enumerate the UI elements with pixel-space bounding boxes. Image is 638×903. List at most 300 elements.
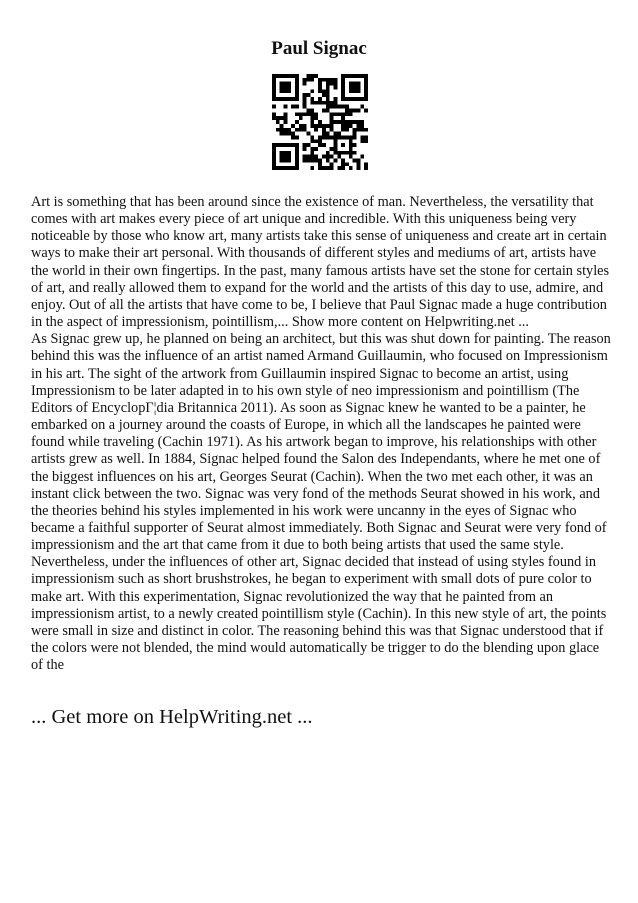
qr-module [318, 97, 322, 101]
qr-module [284, 97, 288, 101]
qr-module [276, 143, 280, 147]
qr-module [356, 128, 360, 132]
qr-module [310, 139, 314, 143]
qr-module [341, 116, 345, 120]
qr-module [284, 89, 288, 93]
qr-module [326, 86, 330, 90]
qr-module [353, 109, 357, 113]
qr-module [310, 151, 314, 155]
qr-module [356, 120, 360, 124]
qr-module [272, 93, 276, 97]
qr-module [322, 89, 326, 93]
show-more-link[interactable]: Show more content on Helpwriting.net ... [291, 314, 529, 331]
qr-module [360, 135, 364, 139]
qr-module [349, 89, 353, 93]
qr-module [295, 128, 299, 132]
qr-module [276, 116, 280, 120]
qr-module [318, 139, 322, 143]
qr-module [318, 101, 322, 105]
qr-module [314, 155, 318, 159]
qr-module [276, 120, 280, 124]
qr-module [356, 86, 360, 90]
qr-module [310, 109, 314, 113]
qr-module [303, 101, 307, 105]
qr-module [303, 93, 307, 97]
qr-module [272, 82, 276, 86]
qr-module [341, 143, 345, 147]
qr-module [295, 112, 299, 116]
qr-module [272, 105, 276, 109]
qr-module [333, 86, 337, 90]
qr-module [356, 74, 360, 78]
qr-module [314, 74, 318, 78]
qr-module [345, 109, 349, 113]
qr-module [310, 74, 314, 78]
qr-module [314, 101, 318, 105]
qr-module [284, 112, 288, 116]
qr-module [333, 112, 337, 116]
qr-module [326, 109, 330, 113]
qr-module [341, 166, 345, 170]
qr-module [353, 89, 357, 93]
qr-module [364, 139, 368, 143]
qr-module [303, 124, 307, 128]
qr-module [341, 158, 345, 162]
qr-module [310, 158, 314, 162]
qr-module [287, 151, 291, 155]
qr-module [356, 89, 360, 93]
qr-module [314, 158, 318, 162]
qr-module [330, 112, 334, 116]
qr-module [295, 86, 299, 90]
qr-module [310, 116, 314, 120]
qr-module [360, 124, 364, 128]
qr-module [330, 82, 334, 86]
qr-module [349, 82, 353, 86]
qr-module [284, 74, 288, 78]
qr-module [284, 151, 288, 155]
qr-module [341, 105, 345, 109]
qr-module [333, 147, 337, 151]
qr-module [280, 89, 284, 93]
qr-module [295, 93, 299, 97]
qr-module [356, 97, 360, 101]
qr-module [280, 166, 284, 170]
qr-module [326, 82, 330, 86]
qr-module [307, 112, 311, 116]
qr-module [353, 74, 357, 78]
qr-module [280, 158, 284, 162]
qr-module [314, 128, 318, 132]
qr-module [353, 120, 357, 124]
qr-module [291, 74, 295, 78]
qr-module [303, 158, 307, 162]
intro-paragraph [31, 194, 611, 331]
qr-module [284, 120, 288, 124]
qr-module [272, 166, 276, 170]
qr-module [341, 82, 345, 86]
qr-module [307, 74, 311, 78]
qr-module [295, 105, 299, 109]
qr-module [345, 162, 349, 166]
qr-module [333, 97, 337, 101]
qr-module [318, 162, 322, 166]
qr-module [341, 112, 345, 116]
qr-module [291, 135, 295, 139]
qr-module [364, 97, 368, 101]
qr-module [349, 120, 353, 124]
qr-module [276, 74, 280, 78]
qr-module [349, 86, 353, 90]
qr-module [284, 82, 288, 86]
qr-module [330, 101, 334, 105]
qr-module [291, 124, 295, 128]
qr-module [356, 124, 360, 128]
qr-module [345, 128, 349, 132]
qr-module [353, 151, 357, 155]
qr-module [310, 166, 314, 170]
qr-module [353, 128, 357, 132]
qr-module [349, 124, 353, 128]
qr-module [353, 82, 357, 86]
qr-module [295, 166, 299, 170]
qr-module [272, 162, 276, 166]
qr-module [284, 105, 288, 109]
qr-module [364, 128, 368, 132]
qr-module [341, 162, 345, 166]
qr-module [337, 166, 341, 170]
qr-module [303, 155, 307, 159]
qr-module [295, 155, 299, 159]
qr-module [345, 74, 349, 78]
qr-module [295, 120, 299, 124]
qr-module [310, 112, 314, 116]
qr-module [326, 105, 330, 109]
qr-module [341, 120, 345, 124]
qr-module [287, 166, 291, 170]
qr-module [303, 147, 307, 151]
qr-module [303, 112, 307, 116]
qr-module [333, 82, 337, 86]
qr-module [326, 89, 330, 93]
qr-module [287, 89, 291, 93]
qr-module [330, 120, 334, 124]
document-title: Paul Signac [271, 38, 367, 59]
qr-module [287, 132, 291, 136]
qr-module [333, 158, 337, 162]
qr-module [295, 135, 299, 139]
qr-module [337, 120, 341, 124]
qr-module [287, 74, 291, 78]
qr-module [272, 74, 276, 78]
qr-module [280, 82, 284, 86]
qr-module [322, 155, 326, 159]
qr-module [303, 78, 307, 82]
qr-module [322, 78, 326, 82]
qr-module [272, 89, 276, 93]
qr-module [345, 112, 349, 116]
body-paragraph: As Signac grew up, he planned on being an architect, but this was shut down for painting. The reason behind this was the influence of an artist named Armand Guillaumin, who focused on Impressionism in his art. The sight of the artwork from Guillaumin inspired Signac to become an artist, using Impressionism to be later adapted in to his own style of neo impressionism and pointillism (The Editors of EncyclopГ¦dia Britannica 2011). As soon as Signac knew he wanted to be a painter, he embarked on a journey around the coasts of Europe, in which all the landscapes he painted were found while traveling (Cachin 1971). As his artwork began to improve, his relationships with other artists grew as well. In 1884, Signac helped found the Salon des Independants, where he met one of the biggest influences on his art, Georges Seurat (Cachin). When the two met each other, it was an instant click between the two. Signac was very fond of the methods Seurat showed in his work, and the theories behind his styles implemented in his work were uncanny in the eyes of Signac who became a faithful supporter of Seurat almost immediately. Both Signac and Seurat were very fond of impressionism and the art that came from it due to both being artists that used the same style. Nevertheless, under the influences of other art, Signac decided that instead of using styles found in impressionism such as short brushstrokes, he began to experiment with small dots of pure color to make art. With this experimentation, Signac revolutionized the way that he painted from an impressionism artist, to a newly created pointillism style (Cachin). In this new style of art, the points were small in size and distinct in color. The reasoning behind this was that Signac understood that if the colors were not blended, the mind would automatically be trigger to do the blending upon glace of the [31, 331, 611, 674]
qr-module [349, 166, 353, 170]
qr-module [287, 97, 291, 101]
qr-module [280, 155, 284, 159]
qr-module [356, 158, 360, 162]
qr-module [303, 105, 307, 109]
qr-module [341, 128, 345, 132]
qr-module [341, 93, 345, 97]
qr-module [284, 128, 288, 132]
qr-module [360, 128, 364, 132]
qr-module [284, 86, 288, 90]
qr-module [295, 151, 299, 155]
qr-module [284, 155, 288, 159]
qr-module [356, 162, 360, 166]
qr-module [326, 158, 330, 162]
intro-text: Art is something that has been around since the existence of man. Nevertheless, the versatility that comes with art makes every piece of art unique and incredible. With this uniqueness being very noticeable by those who know art, many artists take this sense of uniqueness and create art in certain ways to make their art personal. With thousands of different styles and mediums of art, artists have the world in their own fingertips. In the past, many famous artists have set the stone for certain styles of art, and really allowed them to expand for the world and the artists of this day to use, admire, and enjoy. Out of all the artists that have come to be, I believe that Paul Signac made a huge contribution in the aspect of impressionism, pointillism,... [31, 194, 610, 331]
qr-module [280, 128, 284, 132]
qr-module [341, 97, 345, 101]
qr-module [330, 166, 334, 170]
qr-module [280, 143, 284, 147]
qr-module [318, 135, 322, 139]
qr-module [330, 155, 334, 159]
qr-module [330, 78, 334, 82]
qr-module [295, 143, 299, 147]
qr-module [318, 86, 322, 90]
qr-module [318, 89, 322, 93]
qr-module [314, 116, 318, 120]
qr-module [287, 128, 291, 132]
qr-module [299, 128, 303, 132]
qr-module [360, 97, 364, 101]
qr-module [353, 86, 357, 90]
qr-module [330, 162, 334, 166]
qr-module [272, 143, 276, 147]
qr-module [337, 151, 341, 155]
qr-module [291, 143, 295, 147]
qr-module [314, 139, 318, 143]
qr-module [284, 158, 288, 162]
qr-module [333, 120, 337, 124]
qr-module [364, 166, 368, 170]
qr-module [341, 74, 345, 78]
qr-module [291, 97, 295, 101]
qr-module [272, 116, 276, 120]
qr-module [287, 86, 291, 90]
qr-module [353, 135, 357, 139]
qr-module [322, 132, 326, 136]
qr-module [310, 101, 314, 105]
qr-module [310, 155, 314, 159]
qr-module [295, 74, 299, 78]
qr-module [318, 124, 322, 128]
qr-module [272, 78, 276, 82]
qr-module [276, 166, 280, 170]
qr-module [353, 158, 357, 162]
qr-module [272, 147, 276, 151]
qr-module [318, 143, 322, 147]
qr-module [364, 93, 368, 97]
qr-module [307, 93, 311, 97]
qr-module [360, 120, 364, 124]
qr-module [284, 143, 288, 147]
qr-module [295, 97, 299, 101]
qr-module [318, 82, 322, 86]
qr-module [295, 82, 299, 86]
qr-module [360, 139, 364, 143]
qr-module [291, 132, 295, 136]
qr-module [303, 97, 307, 101]
qr-module [356, 82, 360, 86]
qr-module [364, 78, 368, 82]
qr-module [276, 97, 280, 101]
qr-module [333, 101, 337, 105]
qr-module [341, 86, 345, 90]
qr-module [318, 120, 322, 124]
qr-module [322, 93, 326, 97]
qr-module [314, 147, 318, 151]
qr-code-icon[interactable] [272, 74, 368, 170]
qr-module [295, 158, 299, 162]
qr-module [333, 151, 337, 155]
qr-module [280, 86, 284, 90]
qr-module [318, 158, 322, 162]
qr-module [322, 135, 326, 139]
qr-module [337, 105, 341, 109]
qr-module [322, 101, 326, 105]
article-body [31, 194, 611, 674]
qr-module [322, 124, 326, 128]
qr-module [330, 147, 334, 151]
qr-module [349, 112, 353, 116]
qr-module [341, 124, 345, 128]
qr-module [349, 151, 353, 155]
qr-module [284, 116, 288, 120]
qr-module [310, 147, 314, 151]
qr-module [291, 105, 295, 109]
qr-module [272, 97, 276, 101]
qr-module [303, 82, 307, 86]
qr-module [318, 166, 322, 170]
get-more-link[interactable]: ... Get more on HelpWriting.net ... [31, 706, 313, 728]
qr-module [326, 101, 330, 105]
qr-module [303, 128, 307, 132]
qr-module [337, 135, 341, 139]
qr-module [326, 97, 330, 101]
qr-module [364, 135, 368, 139]
qr-module [280, 116, 284, 120]
qr-module [333, 139, 337, 143]
qr-module [272, 112, 276, 116]
qr-module [326, 132, 330, 136]
qr-module [318, 78, 322, 82]
qr-module [280, 97, 284, 101]
qr-module [345, 97, 349, 101]
qr-module [307, 155, 311, 159]
qr-module [345, 105, 349, 109]
qr-module [307, 158, 311, 162]
qr-module [337, 132, 341, 136]
qr-module [272, 86, 276, 90]
qr-module [360, 155, 364, 159]
qr-module [276, 128, 280, 132]
qr-module [341, 89, 345, 93]
qr-module [322, 128, 326, 132]
qr-module [322, 166, 326, 170]
qr-module [333, 135, 337, 139]
qr-module [333, 143, 337, 147]
qr-module [364, 162, 368, 166]
qr-module [330, 105, 334, 109]
qr-module [326, 151, 330, 155]
qr-module [333, 132, 337, 136]
qr-module [364, 82, 368, 86]
qr-module [330, 135, 334, 139]
qr-module [345, 120, 349, 124]
qr-module [272, 158, 276, 162]
qr-module [287, 82, 291, 86]
qr-module [322, 143, 326, 147]
qr-module [280, 132, 284, 136]
qr-module [341, 135, 345, 139]
qr-module [364, 109, 368, 113]
qr-module [326, 93, 330, 97]
qr-module [349, 135, 353, 139]
qr-module [353, 97, 357, 101]
qr-module [349, 97, 353, 101]
qr-module [349, 109, 353, 113]
qr-module [349, 143, 353, 147]
qr-module [326, 78, 330, 82]
qr-module [326, 135, 330, 139]
qr-module [322, 109, 326, 113]
qr-module [295, 78, 299, 82]
qr-module [337, 112, 341, 116]
qr-module [333, 78, 337, 82]
qr-module [299, 116, 303, 120]
qr-module [330, 124, 334, 128]
qr-module [349, 74, 353, 78]
qr-module [299, 112, 303, 116]
qr-module [310, 124, 314, 128]
qr-module [310, 135, 314, 139]
qr-module [307, 78, 311, 82]
qr-module [314, 124, 318, 128]
qr-module [326, 166, 330, 170]
qr-module [345, 151, 349, 155]
qr-module [356, 166, 360, 170]
qr-module [345, 135, 349, 139]
qr-module [280, 151, 284, 155]
qr-module [284, 166, 288, 170]
qr-module [337, 155, 341, 159]
qr-module [272, 155, 276, 159]
qr-module [287, 143, 291, 147]
qr-module [303, 143, 307, 147]
qr-module [310, 120, 314, 124]
qr-module [295, 147, 299, 151]
qr-module [345, 124, 349, 128]
qr-module [364, 89, 368, 93]
qr-module [360, 105, 364, 109]
qr-module [287, 155, 291, 159]
qr-module [310, 89, 314, 93]
qr-module [295, 89, 299, 93]
qr-module [330, 116, 334, 120]
qr-module [299, 124, 303, 128]
qr-module [307, 143, 311, 147]
qr-module [284, 132, 288, 136]
